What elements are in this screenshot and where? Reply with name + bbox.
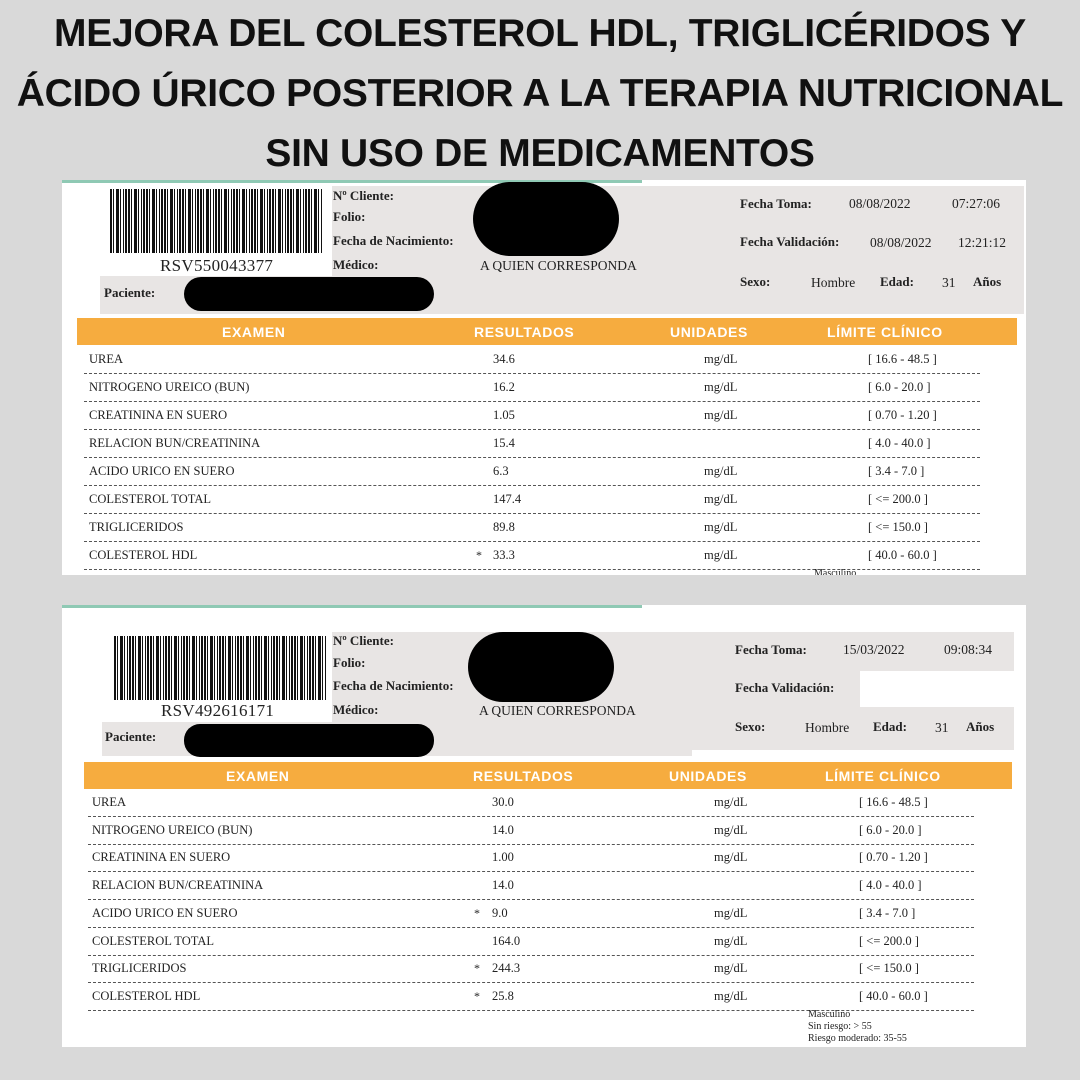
- exam-name: UREA: [92, 795, 127, 809]
- result-value: 147.4: [493, 492, 522, 506]
- unit: mg/dL: [704, 464, 738, 478]
- sexo-value: Hombre: [805, 720, 850, 735]
- unit: mg/dL: [704, 548, 738, 562]
- fecha-toma-date: 15/03/2022: [843, 642, 905, 657]
- exam-name: RELACION BUN/CREATININA: [92, 878, 264, 893]
- nacimiento-label: Fecha de Nacimiento:: [333, 233, 454, 248]
- fecha-toma-label: Fecha Toma:: [740, 196, 812, 211]
- col-limite: LÍMITE CLÍNICO: [827, 324, 943, 340]
- redaction-client-info: [473, 182, 619, 256]
- result-value: 1.05: [493, 408, 515, 422]
- reference-range: [ 3.4 - 7.0 ]: [859, 905, 916, 920]
- fecha-toma-time: 07:27:06: [952, 196, 1001, 211]
- unit: mg/dL: [714, 850, 748, 865]
- folio-label: Folio:: [333, 655, 366, 670]
- table-row: [88, 928, 974, 956]
- unit: mg/dL: [704, 380, 738, 394]
- result-value: 89.8: [493, 520, 515, 534]
- hdl-reference-note: Masculino: [814, 568, 857, 575]
- col-resultados: RESULTADOS: [474, 324, 575, 340]
- unit: mg/dL: [714, 988, 748, 1003]
- unit: mg/dL: [714, 961, 748, 976]
- table-row: [88, 955, 974, 983]
- out-of-range-flag: *: [474, 988, 480, 1003]
- anos-label: Años: [973, 274, 1002, 289]
- nacimiento-label: Fecha de Nacimiento:: [333, 678, 454, 693]
- medico-value: A QUIEN CORRESPONDA: [479, 703, 636, 718]
- fecha-validacion-label: Fecha Validación:: [735, 680, 835, 695]
- reference-range: [ 40.0 - 60.0 ]: [859, 988, 928, 1003]
- result-value: 6.3: [493, 464, 509, 478]
- page-title: [0, 4, 1080, 184]
- table-row: [88, 900, 974, 928]
- reference-range: [ 16.6 - 48.5 ]: [859, 795, 928, 809]
- exam-name: ACIDO URICO EN SUERO: [92, 905, 238, 920]
- exam-name: CREATININA EN SUERO: [89, 408, 228, 422]
- col-unidades: UNIDADES: [670, 324, 748, 340]
- exam-name: COLESTEROL HDL: [89, 548, 198, 562]
- unit: mg/dL: [714, 905, 748, 920]
- table-row: [84, 486, 980, 514]
- unit: mg/dL: [704, 352, 738, 366]
- unit: mg/dL: [704, 492, 738, 506]
- paciente-label: Paciente:: [105, 729, 157, 744]
- results-table-header: [77, 318, 1017, 345]
- result-value: 34.6: [493, 352, 515, 366]
- top-accent-line: [62, 605, 642, 608]
- sexo-value: Hombre: [811, 275, 856, 290]
- exam-name: COLESTEROL TOTAL: [89, 492, 212, 506]
- fecha-validacion-label: Fecha Validación:: [740, 234, 840, 249]
- redaction-client-info: [468, 632, 614, 702]
- col-examen: EXAMEN: [226, 768, 290, 784]
- result-value: 33.3: [493, 548, 515, 562]
- table-row: [84, 514, 980, 542]
- result-value: 244.3: [492, 961, 521, 976]
- result-value: 14.0: [492, 822, 514, 837]
- edad-value: 31: [942, 275, 956, 290]
- barcode-icon: [114, 636, 326, 700]
- reference-range: [ 4.0 - 40.0 ]: [868, 436, 931, 450]
- reference-range: [ 0.70 - 1.20 ]: [868, 408, 937, 422]
- paciente-label: Paciente:: [104, 285, 156, 300]
- exam-name: ACIDO URICO EN SUERO: [89, 464, 235, 478]
- result-value: 30.0: [492, 795, 514, 809]
- sexo-label: Sexo:: [735, 719, 766, 734]
- table-row: [84, 458, 980, 486]
- exam-name: CREATININA EN SUERO: [92, 850, 231, 865]
- reference-range: [ <= 200.0 ]: [868, 492, 928, 506]
- barcode-id: RSV550043377: [160, 256, 274, 275]
- table-row: [84, 542, 980, 570]
- result-value: 14.0: [492, 878, 514, 893]
- edad-value: 31: [935, 720, 949, 735]
- unit: mg/dL: [714, 933, 748, 948]
- sexo-label: Sexo:: [740, 274, 771, 289]
- cliente-label: Nº Cliente:: [333, 633, 394, 648]
- table-row: [88, 844, 974, 872]
- exam-name: NITROGENO UREICO (BUN): [89, 380, 250, 394]
- fecha-toma-date: 08/08/2022: [849, 196, 911, 211]
- fecha-validacion-empty-box: [860, 671, 1014, 707]
- out-of-range-flag: *: [474, 961, 480, 976]
- reference-range: [ 16.6 - 48.5 ]: [868, 352, 937, 366]
- col-resultados: RESULTADOS: [473, 768, 574, 784]
- title-line-3: SIN USO DE MEDICAMENTOS: [265, 132, 815, 175]
- exam-name: RELACION BUN/CREATININA: [89, 436, 261, 450]
- reference-range: [ 6.0 - 20.0 ]: [868, 380, 931, 394]
- exam-name: TRIGLICERIDOS: [92, 961, 187, 976]
- reference-range: [ 6.0 - 20.0 ]: [859, 822, 922, 837]
- table-row: [88, 789, 974, 817]
- title-line-1: MEJORA DEL COLESTEROL HDL, TRIGLICÉRIDOS Y: [54, 12, 1026, 55]
- medico-label: Médico:: [333, 257, 379, 272]
- table-row: [84, 402, 980, 430]
- fecha-validacion-date: 08/08/2022: [870, 235, 932, 250]
- reference-range: [ 4.0 - 40.0 ]: [859, 878, 922, 893]
- title-line-2: ÁCIDO ÚRICO POSTERIOR A LA TERAPIA NUTRICIONAL: [16, 72, 1064, 115]
- hdl-reference-note: Masculino Sin riesgo: > 55 Riesgo moderado: 35-55: [808, 1009, 907, 1044]
- medico-value: A QUIEN CORRESPONDA: [480, 258, 637, 273]
- edad-label: Edad:: [873, 719, 907, 734]
- unit: mg/dL: [704, 520, 738, 534]
- lab-report-before: [62, 605, 1026, 1047]
- out-of-range-flag: *: [476, 548, 482, 562]
- barcode-icon: [110, 189, 322, 253]
- lab-report-after: [62, 180, 1026, 575]
- exam-name: TRIGLICERIDOS: [89, 520, 184, 534]
- exam-name: COLESTEROL TOTAL: [92, 933, 215, 948]
- result-value: 25.8: [492, 988, 514, 1003]
- reference-range: [ 3.4 - 7.0 ]: [868, 464, 925, 478]
- edad-label: Edad:: [880, 274, 914, 289]
- col-limite: LÍMITE CLÍNICO: [825, 768, 941, 784]
- result-value: 1.00: [492, 850, 514, 865]
- barcode-id: RSV492616171: [161, 701, 275, 720]
- reference-range: [ <= 150.0 ]: [868, 520, 928, 534]
- fecha-toma-time: 09:08:34: [944, 642, 993, 657]
- table-row: [84, 374, 980, 402]
- fecha-toma-label: Fecha Toma:: [735, 642, 807, 657]
- result-value: 9.0: [492, 905, 508, 920]
- reference-range: [ 40.0 - 60.0 ]: [868, 548, 937, 562]
- out-of-range-flag: *: [474, 905, 480, 920]
- results-table-header: [84, 762, 1012, 789]
- unit: mg/dL: [714, 795, 748, 809]
- unit: mg/dL: [704, 408, 738, 422]
- exam-name: COLESTEROL HDL: [92, 988, 201, 1003]
- col-examen: EXAMEN: [222, 324, 286, 340]
- redaction-patient-name: [184, 277, 434, 311]
- result-value: 164.0: [492, 933, 521, 948]
- redaction-patient-name: [184, 724, 434, 757]
- cliente-label: Nº Cliente:: [333, 188, 394, 203]
- table-row: [84, 346, 980, 374]
- exam-name: NITROGENO UREICO (BUN): [92, 822, 253, 837]
- fecha-validacion-time: 12:21:12: [958, 235, 1007, 250]
- result-value: 15.4: [493, 436, 515, 450]
- exam-name: UREA: [89, 352, 124, 366]
- reference-range: [ 0.70 - 1.20 ]: [859, 850, 928, 865]
- result-value: 16.2: [493, 380, 515, 394]
- folio-label: Folio:: [333, 209, 366, 224]
- reference-range: [ <= 150.0 ]: [859, 961, 919, 976]
- table-row: [88, 872, 974, 900]
- col-unidades: UNIDADES: [669, 768, 747, 784]
- anos-label: Años: [966, 719, 995, 734]
- medico-label: Médico:: [333, 702, 379, 717]
- table-row: [88, 983, 974, 1011]
- table-row: [84, 430, 980, 458]
- table-row: [88, 817, 974, 845]
- reference-range: [ <= 200.0 ]: [859, 933, 919, 948]
- unit: mg/dL: [714, 822, 748, 837]
